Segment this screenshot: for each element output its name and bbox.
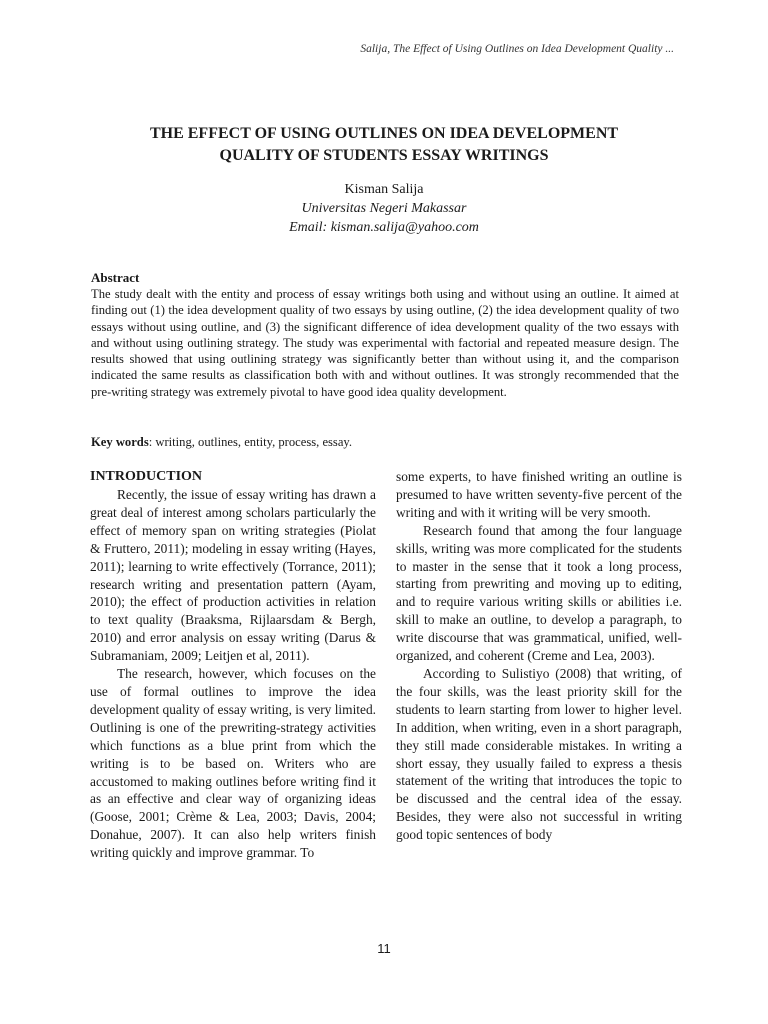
paper-title [90, 123, 678, 167]
keywords-label: Key words [91, 435, 149, 449]
right-column [396, 468, 682, 844]
author-affiliation: Universitas Negeri Makassar [301, 201, 467, 216]
keywords [91, 434, 679, 450]
abstract-heading: Abstract [91, 270, 140, 285]
author-block [90, 180, 678, 237]
paragraph: The research, however, which focuses on the use of formal outlines to improve the idea development quality of essay writing, is very limited. Outlining is one of the prewriting-strategy activities which functions as a blue print from which the writing is to be based on. Writers who are accustomed to making outlines before writing find it as an effective and clear way of organizing ideas (Goose, 2001; Crème & Lea, 2003; Davis, 2004; Donahue, 2007). It can also help writers finish writing quickly and improve grammar. To [90, 666, 376, 861]
paragraph: According to Sulistiyo (2008) that writing, of the four skills, was the least priority skill for the students to learn starting from lower to higher level. In addition, when writing, even in a short paragraph, they still made considerable mistakes. In writing a short essay, they usually failed to express a thesis statement of the writing that introduces the topic to be discussed and the central idea of the essay. Besides, they were also not successful in writing good topic sentences of body [396, 665, 682, 843]
author-email: Email: kisman.salija@yahoo.com [289, 220, 479, 235]
title-line-1: THE EFFECT OF USING OUTLINES ON IDEA DEVELOPMENT [149, 125, 619, 142]
page-number: 11 [377, 941, 391, 956]
keywords-text: : writing, outlines, entity, process, essay. [148, 435, 353, 449]
abstract-text: The study dealt with the entity and process of essay writings both using and without using an outline. It aimed at finding out (1) the idea development quality of two essays by using outline, (2) the idea development quality of two essays without using outline, and (3) the significant difference of idea development quality of the two essays with and without using outlining strategy. The study was experimental with factorial and repeated measure design. The results showed that using outlining strategy was significantly better than without using it, and the comparison indicated the same results as classification both with and without outlines. It was strongly recommended that the pre-writing strategy was extremely pivotal to have good idea quality development. [91, 287, 679, 399]
title-line-2: QUALITY OF STUDENTS ESSAY WRITINGS [219, 147, 549, 164]
paragraph: Research found that among the four language skills, writing was more complicated for the students to master in the sense that it took a long process, starting from prewriting and moving up to editing, and to require various writing skills or abilities i.e. skill to make an outline, to develop a paragraph, to write discourse that was grammatical, unified, well-organized, and coherent (Creme and Lea, 2003). [396, 522, 682, 664]
abstract-section [91, 270, 679, 400]
running-head: Salija, The Effect of Using Outlines on Idea Development Quality ... [360, 43, 674, 55]
paragraph: Recently, the issue of essay writing has drawn a great deal of interest among scholars particularly the effect of memory span on writing strategies (Piolat & Fruttero, 2011); modeling in essay writing (Hayes, 2011); learning to write effectively (Torrance, 2011); research writing and presentation pattern (Ayam, 2010); the effect of production activities in relation to text quality (Braaksma, Rijlaarsdam & Bergh, 2010) and error analysis on essay writing (Darus & Subramaniam, 2009; Leitjen et al, 2011). [90, 487, 376, 664]
left-column [90, 468, 376, 862]
author-name: Kisman Salija [344, 182, 424, 197]
introduction-heading: INTRODUCTION [90, 469, 203, 484]
paragraph: some experts, to have finished writing an outline is presumed to have written seventy-five percent of the writing and with it writing will be very smooth. [396, 469, 682, 520]
